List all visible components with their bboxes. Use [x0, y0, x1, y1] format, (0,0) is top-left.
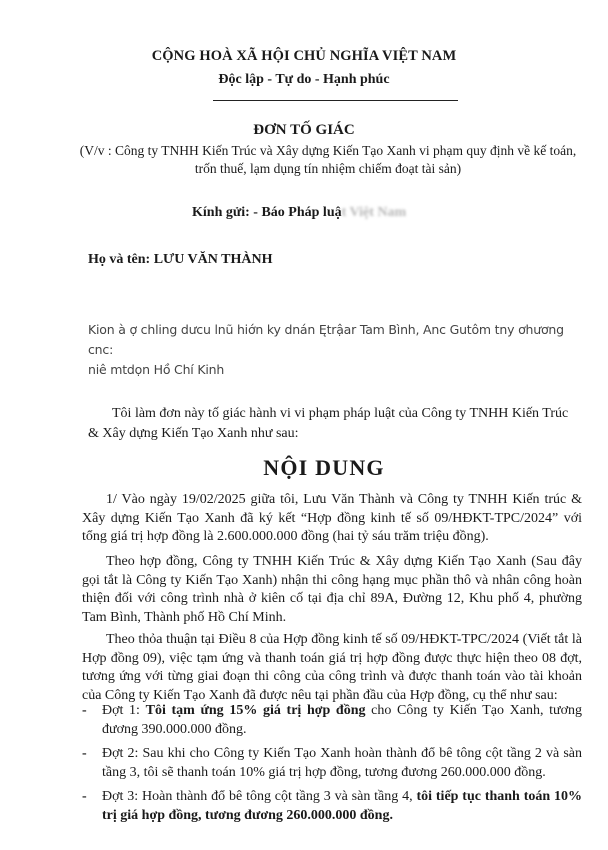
item-suffix: cho Công ty Kiến Tạo Xanh, tương đương 390.000.000 đồng. [102, 703, 582, 737]
national-title: CỘNG HOÀ XÃ HỘI CHỦ NGHĨA VIỆT NAM [151, 48, 457, 64]
document-subject: (V/v : Công ty TNHH Kiến Trúc và Xây dựng Kiến Tạo Xanh vi phạm quy định về kế toán, trốn thuế, lạm dụng tín nhiệm chiếm đoạt tài sản) [79, 143, 577, 176]
bullet-dash: - [82, 746, 87, 761]
paragraph-2: Theo hợp đồng, Công ty TNHH Kiến Trúc & Xây dựng Kiến Tạo Xanh (Sau đây gọi tắt là Công ty Kiến Tạo Xanh) nhận thi công hạng mục phần thô và nhân công hoàn thiện đối với công trình nhà ở kiên cố tại địa chỉ 89A, Đường 12, Khu phố 4, phường Tam Bình, Thành phố Hồ Chí Minh. [82, 554, 582, 625]
section-title: NỘI DUNG [263, 455, 385, 480]
header-divider [213, 100, 458, 101]
item-prefix: Đợt 3: Hoàn thành đổ bê tông cột tầng 3 và sàn tầng 4, [102, 789, 417, 804]
item-emphasis: Tôi tạm ứng 15% giá trị hợp đồng [145, 703, 366, 718]
payment-schedule-list [82, 702, 582, 831]
bullet-dash: - [82, 703, 87, 718]
intro-paragraph: Tôi làm đơn này tố giác hành vi vi phạm pháp luật của Công ty TNHH Kiến Trúc & Xây dựng Kiến Tạo Xanh như sau: [88, 406, 569, 441]
paragraph-3: Theo thỏa thuận tại Điều 8 của Hợp đồng kinh tế số 09/HĐKT-TPC/2024 (Viết tắt là Hợp đồng 09), việc tạm ứng và thanh toán giá trị hợp đồng được thực hiện theo 08 đợt, tương ứng với từng giai đoạn thi công của công trình và được thanh toán vào tài khoản của Công ty Kiến Tạo Xanh đã được nêu tại phần đầu của Hợp đồng, cụ thể như sau: [82, 632, 582, 703]
paragraph-1: 1/ Vào ngày 19/02/2025 giữa tôi, Lưu Văn Thành và Công ty TNHH Kiến trúc & Xây dựng Kiến Tạo Xanh đã ký kết “Hợp đồng kinh tế số 09/HĐKT-TPC/2024” với tổng giá trị hợp đồng là 2.600.000.000 đồng (hai tỷ sáu trăm triệu đồng). [82, 492, 582, 544]
item-emphasis: tôi tiếp tục thanh toán 10% trị giá hợp đồng, tương đương 260.000.000 đồng. [102, 789, 582, 823]
address-line-2: niê mtdọn Hồ Chí Kinh [88, 362, 225, 377]
item-text: Đợt 2: Sau khi cho Công ty Kiến Tạo Xanh hoàn thành đổ bê tông cột tầng 2 và sàn tầng 3, tôi sẽ thanh toán 10% giá trị hợp đồng, tương đương 260.000.000 đồng. [102, 746, 582, 780]
recipient-label: Kính gửi: - Báo Pháp luậ [192, 205, 342, 220]
sender-name: Họ và tên: LƯU VĂN THÀNH [88, 252, 273, 267]
recipient-blurred-text: t Việt Nam [341, 205, 407, 220]
address-line-1: Kion à ợ chling dưcu lnũ hiớn ky dnán Ętrậar Tam Bình, Anc Gutôm tny ơhương cnc: [88, 322, 564, 357]
item-prefix: Đợt 1: [102, 703, 146, 718]
list-item [82, 702, 582, 739]
bullet-dash: - [82, 789, 87, 804]
sender-address [88, 320, 578, 380]
recipient-line [192, 205, 406, 221]
national-motto: Độc lập - Tự do - Hạnh phúc [218, 72, 390, 87]
list-item [82, 745, 582, 782]
list-item [82, 788, 582, 825]
document-title: ĐƠN TỐ GIÁC [253, 122, 355, 138]
